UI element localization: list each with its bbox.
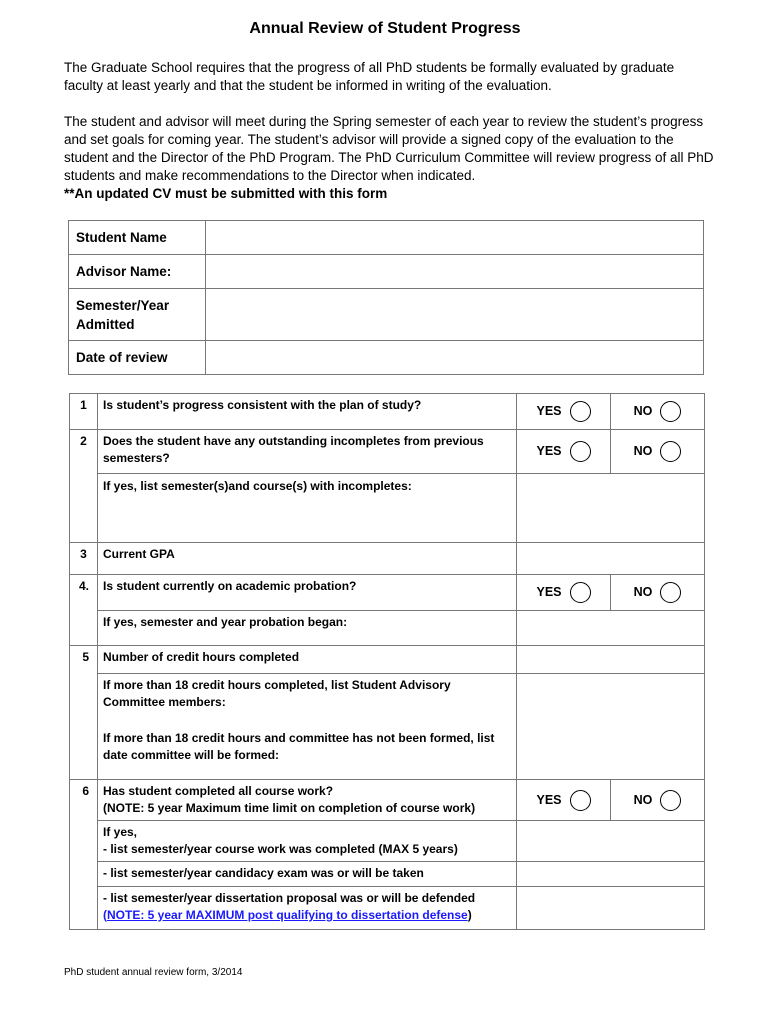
question-row-5-sub2 [70, 722, 705, 780]
question-subtext: - list semester/year candidacy exam was or will be taken [98, 862, 517, 887]
note-open-paren: ( [103, 908, 107, 922]
coursework-completed-label: - list semester/year course work was completed (MAX 5 years) [103, 842, 458, 856]
candidacy-exam-answer-field[interactable] [517, 862, 705, 887]
question-number: 2 [70, 430, 98, 543]
max-time-note-text: NOTE: 5 year MAXIMUM post qualifying to dissertation defense [107, 908, 468, 922]
question-text: Does the student have any outstanding incompletes from previous semesters? [98, 430, 517, 474]
question-row-6-sub2 [70, 862, 705, 887]
cv-note: **An updated CV must be submitted with this form [64, 186, 388, 201]
no-label: NO [633, 444, 653, 458]
questions-table [69, 393, 705, 930]
credit-hours-answer-field[interactable] [517, 646, 705, 674]
question-row-2 [70, 430, 705, 474]
question-number: 1 [70, 394, 98, 430]
yes-radio-icon[interactable] [570, 790, 591, 811]
question-note: (NOTE: 5 year Maximum time limit on completion of course work) [103, 801, 476, 815]
yes-option[interactable] [517, 394, 611, 430]
gpa-answer-field[interactable] [517, 543, 705, 575]
no-option[interactable] [611, 394, 705, 430]
semester-year-field[interactable] [206, 289, 704, 341]
question-text [98, 780, 517, 821]
no-option[interactable] [611, 575, 705, 611]
question-subtext: If yes, semester and year probation began: [98, 611, 517, 646]
yes-radio-icon[interactable] [570, 441, 591, 462]
incompletes-answer-field[interactable] [517, 474, 705, 543]
question-subtext [98, 887, 517, 930]
question-row-5-sub1 [70, 674, 705, 722]
no-label: NO [633, 404, 653, 418]
yes-radio-icon[interactable] [570, 401, 591, 422]
no-radio-icon[interactable] [660, 401, 681, 422]
question-subtext: If more than 18 credit hours completed, list Student Advisory Committee members: [98, 674, 517, 722]
question-number: 4. [70, 575, 98, 646]
yes-label: YES [536, 404, 562, 418]
no-label: NO [633, 585, 653, 599]
yes-label: YES [536, 792, 562, 807]
question-number: 5 [70, 646, 98, 780]
probation-answer-field[interactable] [517, 611, 705, 646]
max-time-note [103, 907, 511, 924]
page-title: Annual Review of Student Progress [249, 20, 521, 37]
footer-text: PhD student annual review form, 3/2014 [64, 967, 243, 978]
student-info-table [68, 220, 704, 375]
no-radio-icon[interactable] [660, 790, 681, 811]
yes-radio-icon[interactable] [570, 582, 591, 603]
yes-option[interactable] [517, 430, 611, 474]
no-option[interactable] [611, 780, 705, 821]
question-row-6-sub1 [70, 821, 705, 862]
committee-date-answer-field[interactable] [517, 722, 705, 780]
advisor-name-field[interactable] [206, 255, 704, 289]
date-of-review-label: Date of review [69, 341, 206, 375]
if-yes-label: If yes, [103, 825, 138, 839]
question-row-3 [70, 543, 705, 575]
intro-paragraph-2: The student and advisor will meet during the Spring semester of each year to review the student’s progress and set goals for coming year. The student’s advisor will provide a signed copy of the evaluation to the student and the Director of the PhD Program. The PhD Curriculum Committee will review progress of all PhD students and make recommendations to the Director when indicated. [64, 114, 714, 183]
question-row-1 [70, 394, 705, 430]
question-text-line: Has student completed all course work? [103, 784, 334, 798]
question-row-4 [70, 575, 705, 611]
no-radio-icon[interactable] [660, 441, 681, 462]
no-option[interactable] [611, 430, 705, 474]
yes-option[interactable] [517, 575, 611, 611]
question-number: 3 [70, 543, 98, 575]
yes-option[interactable] [517, 780, 611, 821]
question-row-2-sub [70, 474, 705, 543]
dissertation-proposal-answer-field[interactable] [517, 887, 705, 930]
question-subtext [98, 821, 517, 862]
advisor-name-label: Advisor Name: [69, 255, 206, 289]
question-text: Is student currently on academic probation? [98, 575, 517, 611]
question-text: Current GPA [98, 543, 517, 575]
question-subtext: If yes, list semester(s)and course(s) with incompletes: [98, 474, 517, 543]
question-text: Is student’s progress consistent with the plan of study? [98, 394, 517, 430]
committee-members-answer-field[interactable] [517, 674, 705, 722]
no-label: NO [633, 792, 653, 807]
yes-label: YES [536, 444, 562, 458]
date-of-review-field[interactable] [206, 341, 704, 375]
student-name-label: Student Name [69, 221, 206, 255]
question-number: 6 [70, 780, 98, 930]
student-name-field[interactable] [206, 221, 704, 255]
question-subtext: If more than 18 credit hours and committee has not been formed, list date committee will be formed: [98, 722, 517, 780]
note-close-paren: ) [467, 908, 472, 922]
semester-year-label: Semester/Year Admitted [69, 289, 206, 341]
question-row-4-sub [70, 611, 705, 646]
yes-label: YES [536, 585, 562, 599]
question-row-5 [70, 646, 705, 674]
question-text: Number of credit hours completed [98, 646, 517, 674]
intro-paragraph-1: The Graduate School requires that the progress of all PhD students be formally evaluated by graduate faculty at least yearly and that the student be informed in writing of the evaluation. [64, 60, 675, 93]
question-row-6 [70, 780, 705, 821]
no-radio-icon[interactable] [660, 582, 681, 603]
dissertation-proposal-label: - list semester/year dissertation proposal was or will be defended [103, 891, 476, 905]
coursework-completed-answer-field[interactable] [517, 821, 705, 862]
question-row-6-sub3 [70, 887, 705, 930]
